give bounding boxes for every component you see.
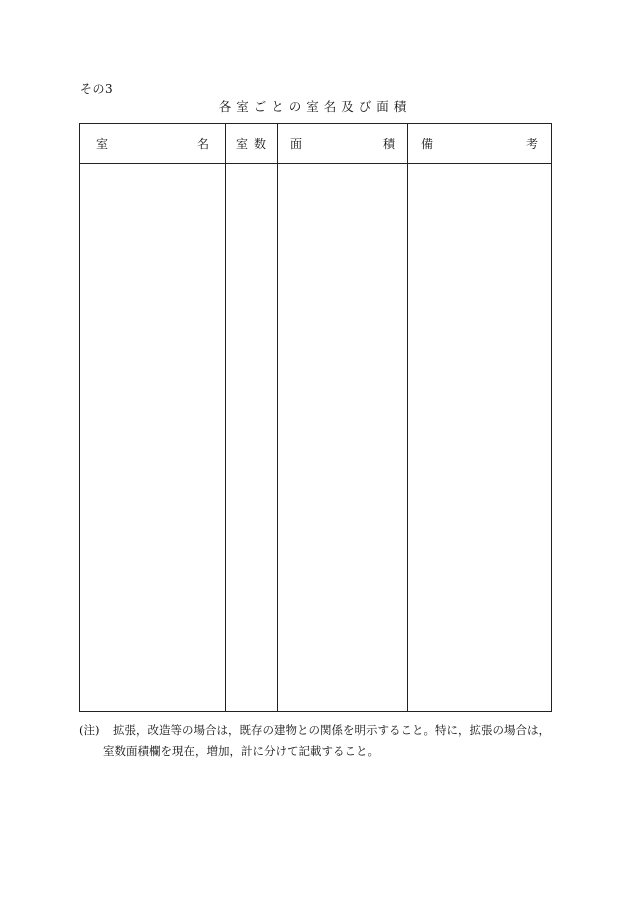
- footnote: [79, 720, 559, 762]
- page-label: その3: [80, 82, 114, 96]
- header-remarks-first: 備: [421, 137, 434, 151]
- column-divider-3: [407, 124, 408, 711]
- header-remarks-second: 考: [525, 137, 538, 151]
- header-room-name-first: 室: [96, 137, 109, 151]
- footnote-text-line2: 室数面積欄を現在，増加，計に分けて記載すること。: [103, 744, 379, 758]
- column-divider-2: [277, 124, 278, 711]
- header-area-first: 面: [290, 137, 303, 151]
- header-remarks: [407, 124, 551, 163]
- form-title: 各室ごとの室名及び面積: [218, 99, 412, 114]
- header-room-count-label: 室数: [235, 137, 272, 151]
- header-room-name: [80, 124, 225, 163]
- room-area-table: [79, 123, 552, 712]
- footnote-marker: (注): [79, 723, 100, 737]
- header-area-second: 積: [382, 137, 395, 151]
- header-area: [277, 124, 407, 163]
- header-room-count: [225, 124, 277, 163]
- column-divider-1: [225, 124, 226, 711]
- header-room-name-second: 名: [196, 137, 209, 151]
- footnote-first-line: [79, 720, 559, 741]
- footnote-text-line1: 拡張，改造等の場合は，既存の建物との関係を明示すること。特に，拡張の場合は，: [113, 723, 550, 737]
